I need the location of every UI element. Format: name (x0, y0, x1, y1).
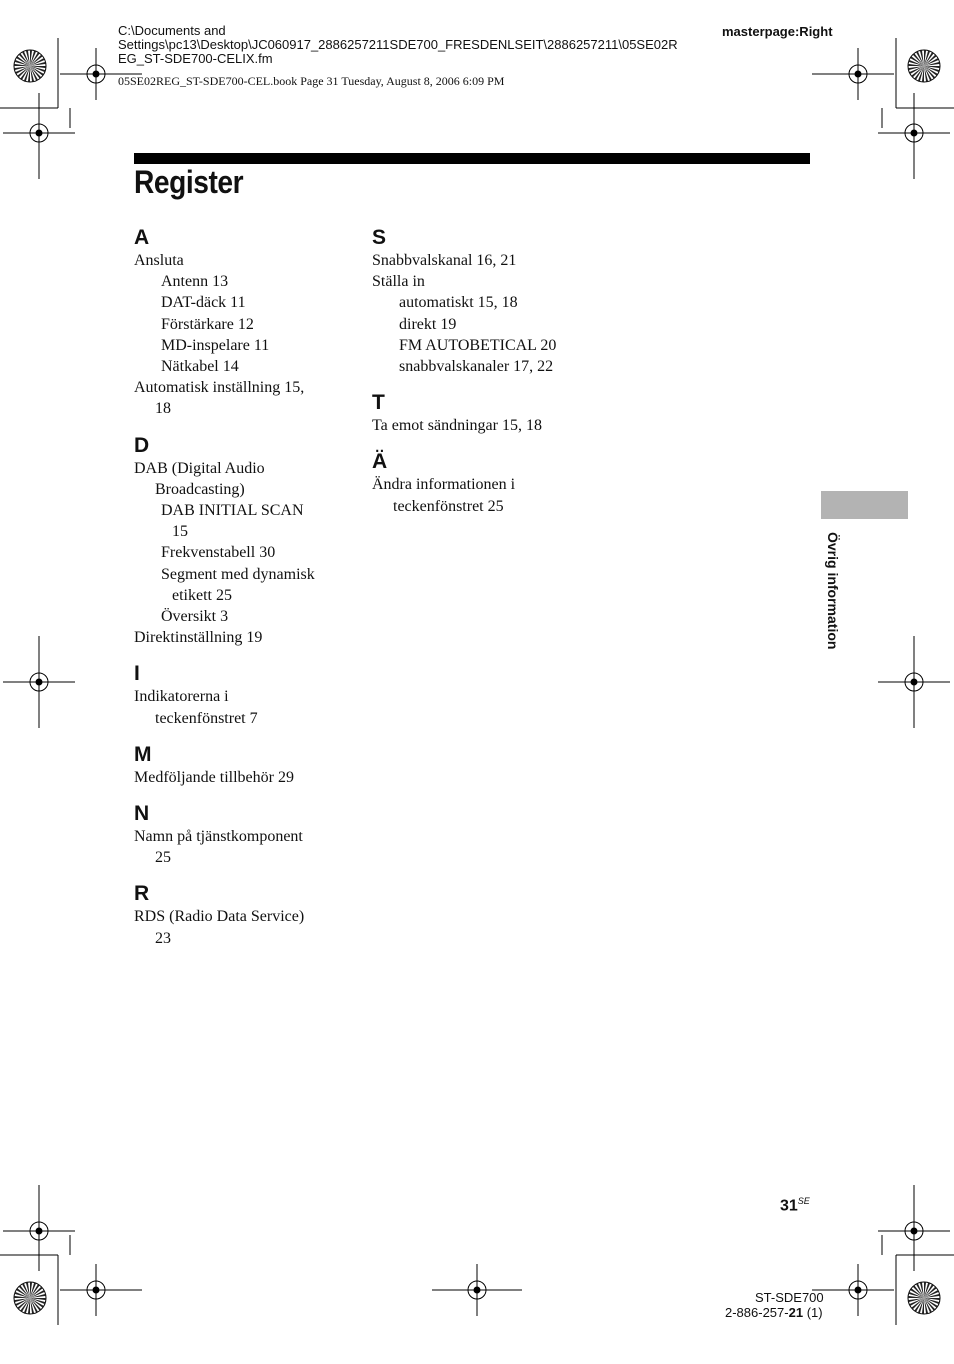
index-entry: direkt 19 (399, 315, 457, 333)
index-entry: FM AUTOBETICAL 20 (399, 336, 557, 354)
index-entry-continuation: 15 (172, 523, 188, 541)
section-side-label: Övrig information (825, 532, 841, 650)
index-entry: automatiskt 15, 18 (399, 294, 518, 312)
index-entry: Indikatorerna i (134, 688, 229, 706)
index-section (372, 391, 632, 436)
index-section (134, 226, 364, 420)
section-side-tab (821, 491, 908, 519)
part-number-suffix: (1) (803, 1305, 823, 1320)
index-section (134, 882, 364, 948)
index-entry: Antenn 13 (161, 273, 229, 291)
index-section (134, 434, 364, 649)
page-title: Register (134, 164, 244, 200)
index-entry: Medföljande tillbehör 29 (134, 768, 294, 786)
part-number-bold: 21 (788, 1305, 804, 1320)
title-rule (134, 153, 810, 164)
masterpage-label: masterpage:Right (722, 24, 833, 39)
file-path-header (118, 24, 718, 66)
index-entry: RDS (Radio Data Service) (134, 908, 305, 926)
index-entry: Direktinställning 19 (134, 629, 263, 647)
file-path-line-1: C:\Documents and (118, 23, 226, 38)
index-section (134, 743, 364, 788)
index-letter-heading: D (134, 433, 150, 457)
index-section (134, 802, 364, 868)
page-number-value: 31 (780, 1197, 798, 1215)
index-entry: Ta emot sändningar 15, 18 (372, 417, 542, 435)
index-entry: MD-inspelare 11 (161, 336, 270, 354)
index-entry-continuation: etikett 25 (172, 586, 232, 604)
index-letter-heading: I (134, 662, 140, 686)
index-entry-continuation: teckenfönstret 25 (393, 497, 504, 515)
index-letter-heading: R (134, 882, 150, 906)
index-entry: Snabbvalskanal 16, 21 (372, 252, 517, 269)
file-path-line-3: EG_ST-SDE700-CELIX.fm (118, 51, 273, 66)
index-letter-heading: A (134, 226, 150, 249)
index-column-left (134, 226, 364, 963)
index-entry-continuation: Broadcasting) (155, 480, 245, 498)
index-entry: Nätkabel 14 (161, 358, 239, 376)
file-path-line-2: Settings\pc13\Desktop\JC060917_2886257211SDE700_FRESDENLSEIT\2886257211\05SE02R (118, 37, 678, 52)
index-column-right (372, 226, 632, 531)
index-entry-continuation: 25 (155, 849, 171, 867)
book-info: 05SE02REG_ST-SDE700-CEL.book Page 31 Tuesday, August 8, 2006 6:09 PM (118, 74, 505, 88)
index-entry: Segment med dynamisk (161, 565, 315, 583)
index-letter-heading: T (372, 391, 385, 415)
index-entry-continuation: 23 (155, 929, 171, 947)
index-letter-heading: Ä (372, 450, 388, 474)
index-entry: DAB (Digital Audio (134, 459, 265, 477)
index-entry-continuation: 18 (155, 400, 171, 418)
index-letter-heading: M (134, 742, 152, 766)
index-section (372, 450, 632, 516)
index-entry: Översikt 3 (161, 608, 229, 626)
index-letter-heading: S (372, 226, 387, 249)
part-number-prefix: 2-886-257- (725, 1305, 789, 1320)
index-entry: Automatisk inställning 15, (134, 379, 305, 397)
index-section (372, 226, 632, 377)
index-entry: Förstärkare 12 (161, 315, 254, 333)
model-number: ST-SDE700 (755, 1290, 824, 1305)
index-section (134, 662, 364, 728)
index-entry: DAB INITIAL SCAN (161, 502, 304, 520)
index-entry: Frekvenstabell 30 (161, 544, 276, 562)
part-number (725, 1305, 823, 1320)
index-entry: Ändra informationen i (372, 476, 516, 494)
index-entry: Ansluta (134, 252, 184, 269)
index-letter-heading: N (134, 802, 150, 826)
index-entry: Ställa in (372, 273, 425, 291)
index-entry-continuation: teckenfönstret 7 (155, 709, 258, 727)
page-number-suffix: SE (797, 1196, 810, 1206)
page-number (780, 1196, 810, 1215)
index-entry: Namn på tjänstkomponent (134, 828, 303, 846)
index-entry: DAT-däck 11 (161, 294, 246, 312)
index-entry: snabbvalskanaler 17, 22 (399, 358, 554, 376)
